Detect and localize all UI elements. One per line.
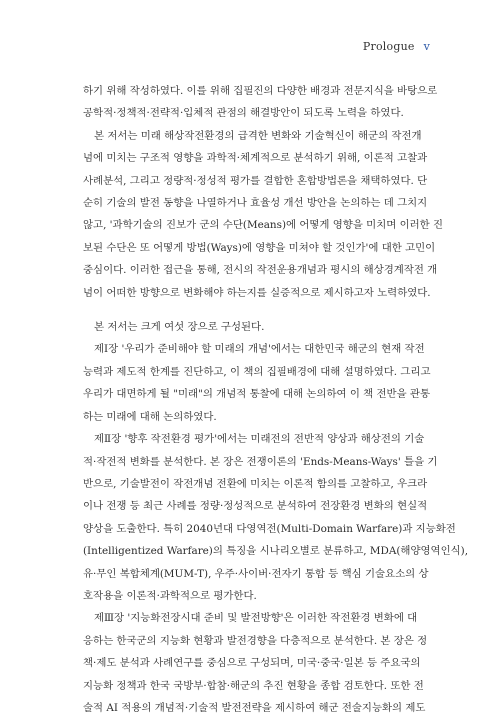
text-line: 제Ⅱ장 '향후 작전환경 평가'에서는 미래전의 전반적 양상과 해상전의 기술 (94, 433, 425, 446)
text-line: 하기 위해 작성하였다. 이를 위해 집필진의 다양한 배경과 전문지식을 바탕으로 (83, 85, 438, 97)
text-line: 양상을 도출한다. 특히 2040년대 다영역전(Multi-Domain Warfare)과 지능화전 (83, 522, 456, 535)
text-line: 적·작전적 변화를 분석한다. 본 장은 전쟁이론의 'Ends-Means-Ways' 틀을 기 (83, 455, 438, 468)
text-line: 보된 수단은 또 어떻게 방법(Ways)에 영향을 미쳐야 할 것인가'에 대한 고민이 (83, 241, 436, 254)
text-line: 반으로, 기술발전이 작전개념 전환에 미치는 이론적 함의를 고찰하고, 우크라 (83, 477, 428, 490)
text-line: 중심이다. 이러한 접근을 통해, 전시의 작전운용개념과 평시의 해상경계작전 개 (83, 264, 438, 277)
body-text (83, 80, 469, 719)
paragraph-1 (83, 80, 438, 125)
text-line: 응하는 한국군의 지능화 현황과 발전경향을 다층적으로 분석한다. 본 장은 정 (83, 634, 428, 647)
text-line: 제Ⅲ장 '지능화전장시대 준비 및 발전방향'은 이러한 작전환경 변화에 대 (94, 612, 418, 625)
text-line: 책·제도 분석과 사례연구를 중심으로 구성되며, 미국·중국·일본 등 주요국의 (83, 657, 421, 670)
text-line: 유·무인 복합체계(MUM-T), 우주·사이버·전자기 통합 등 핵심 기술요소의 상 (83, 567, 429, 580)
text-line: 우리가 대면하게 될 "미래"의 개념적 통찰에 대해 논의하여 이 책 전반을 관통 (83, 388, 431, 401)
text-line: 하는 미래에 대해 논의하였다. (83, 410, 217, 423)
text-line: 지능화 정책과 한국 국방부·합참·해군의 추진 현황을 종합 검토한다. 또한 전 (83, 679, 424, 692)
text-line: 순히 기술의 발전 동향을 나열하거나 효율성 개선 방안을 논의하는 데 그치지 (83, 197, 428, 210)
text-line: 이나 전쟁 등 최근 사례를 정량·정성적으로 분석하여 전장환경 변화의 현실적 (83, 500, 428, 513)
text-line: 공학적·정책적·전략적·입체적 관점의 해결방안이 되도록 노력을 하였다. (83, 107, 404, 120)
text-line: 술적 AI 적용의 개념적·기술적 발전전략을 제시하여 해군 전술지능화의 제도 (83, 701, 426, 714)
paragraph-2 (83, 125, 444, 304)
text-line: 본 저서는 미래 해상작전환경의 급격한 변화와 기술혁신이 해군의 작전개 (94, 129, 422, 142)
running-header (363, 40, 430, 53)
text-line: 본 저서는 크게 여섯 장으로 구성된다. (94, 321, 265, 334)
text-line: 호작용을 이론적·과학적으로 평가한다. (83, 589, 257, 602)
text-line: 능력과 제도적 한계를 진단하고, 이 책의 집필배경에 대해 설명하였다. 그리고 (83, 365, 431, 378)
paragraph-5 (83, 428, 469, 607)
text-line: 념에 미치는 구조적 영향을 과학적·체계적으로 분석하기 위해, 이론적 고찰과 (83, 152, 428, 165)
paragraph-spacer (83, 304, 426, 316)
text-line: (Intelligentized Warfare)의 특징을 시나리오별로 분류하고, MDA(해양영역인식), (83, 545, 469, 558)
paragraph-3 (83, 316, 426, 338)
paragraph-6 (83, 607, 426, 719)
text-line: 사례분석, 그리고 정량적·정성적 평가를 결합한 혼합방법론을 채택하였다. 단 (83, 174, 428, 187)
text-line: 념이 어떠한 방향으로 변화해야 하는지를 실증적으로 제시하고자 노력하였다. (83, 286, 431, 299)
page-number: v (423, 40, 430, 53)
paragraph-4 (83, 338, 431, 428)
text-line: 제Ⅰ장 '우리가 준비해야 할 미래의 개념'에서는 대한민국 해군의 현재 작전 (94, 343, 425, 356)
text-line: 않고, '과학기술의 진보가 군의 수단(Means)에 어떻게 영향을 미치며 이러한 진 (83, 219, 444, 232)
header-title: Prologue (362, 40, 415, 53)
